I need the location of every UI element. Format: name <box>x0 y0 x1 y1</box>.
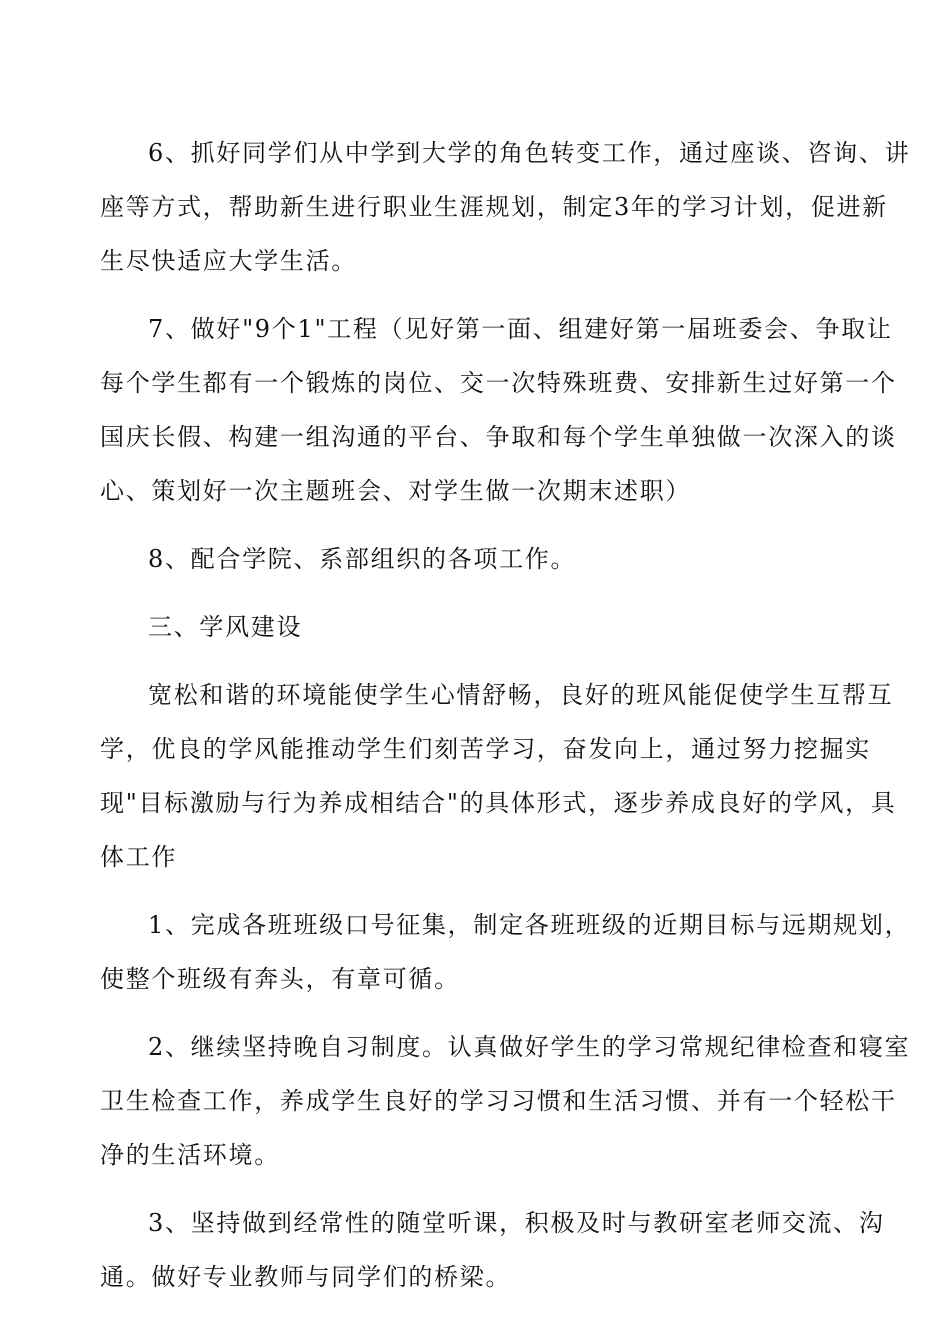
text-line: 7、做好"9个1"工程（见好第一面、组建好第一届班委会、争取让 <box>148 315 893 343</box>
text-line: 1、完成各班班级口号征集，制定各班班级的近期目标与远期规划， <box>148 911 911 939</box>
text-line: 体工作 <box>100 843 178 871</box>
text-line: 心、策划好一次主题班会、对学生做一次期末述职） <box>100 477 692 505</box>
paragraph-item-7 <box>100 302 897 518</box>
paragraph-item-6 <box>100 126 911 288</box>
text-line: 卫生检查工作，养成学生良好的学习习惯和生活习惯、并有一个轻松干 <box>100 1087 897 1115</box>
section-heading <box>100 600 860 654</box>
text-line: 三、学风建设 <box>148 613 303 641</box>
paragraph-item-2 <box>100 1020 911 1182</box>
text-line: 使整个班级有奔头，有章可循。 <box>100 965 460 993</box>
paragraph-intro <box>100 668 897 884</box>
text-line: 学，优良的学风能推动学生们刻苦学习，奋发向上，通过努力挖掘实 <box>100 735 871 763</box>
paragraph-item-3 <box>100 1196 885 1304</box>
text-line: 通。做好专业教师与同学们的桥梁。 <box>100 1263 512 1291</box>
text-line: 净的生活环境。 <box>100 1141 280 1169</box>
text-line: 国庆长假、构建一组沟通的平台、争取和每个学生单独做一次深入的谈 <box>100 423 897 451</box>
paragraph-item-8 <box>100 532 860 586</box>
text-line: 2、继续坚持晚自习制度。认真做好学生的学习常规纪律检查和寝室 <box>148 1033 911 1061</box>
text-line: 宽松和谐的环境能使学生心情舒畅，良好的班风能促使学生互帮互 <box>148 681 894 709</box>
document-body <box>100 126 911 1304</box>
text-line: 6、抓好同学们从中学到大学的角色转变工作，通过座谈、咨询、讲 <box>148 139 911 167</box>
text-line: 3、坚持做到经常性的随堂听课，积极及时与教研室老师交流、沟 <box>148 1209 885 1237</box>
text-line: 座等方式，帮助新生进行职业生涯规划，制定3年的学习计划，促进新 <box>100 193 888 221</box>
text-line: 每个学生都有一个锻炼的岗位、交一次特殊班费、安排新生过好第一个 <box>100 369 897 397</box>
text-line: 现"目标激励与行为养成相结合"的具体形式，逐步养成良好的学风，具 <box>100 789 897 817</box>
text-line: 生尽快适应大学生活。 <box>100 247 357 275</box>
text-line: 8、配合学院、系部组织的各项工作。 <box>148 545 577 573</box>
paragraph-item-1 <box>100 898 911 1006</box>
